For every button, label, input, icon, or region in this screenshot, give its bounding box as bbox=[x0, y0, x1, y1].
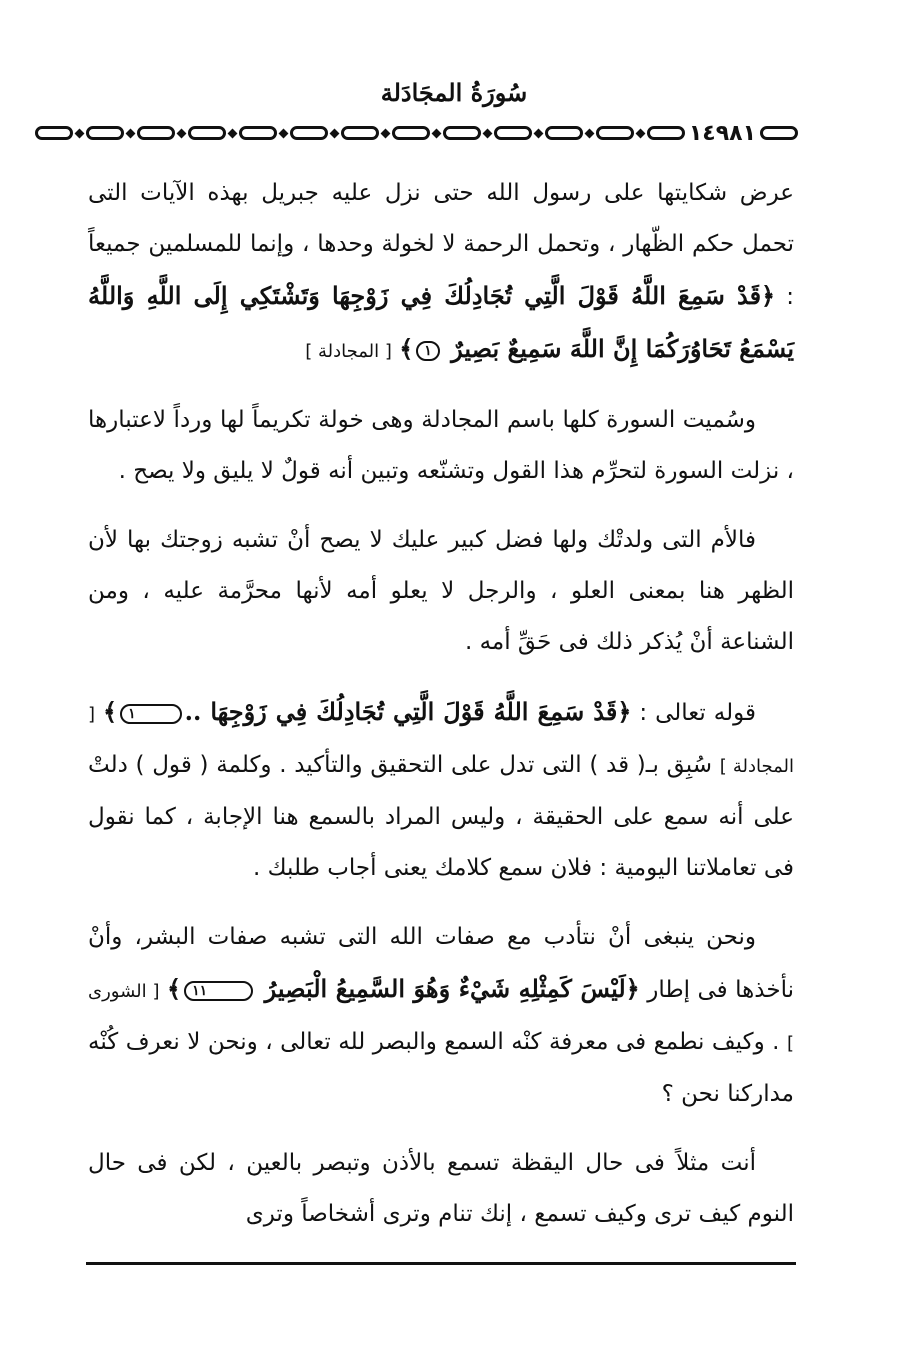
chain-link bbox=[137, 126, 175, 140]
surah-reference: [ المجادلة ] bbox=[305, 341, 392, 362]
verse-text: ﴿لَيْسَ كَمِثْلِهِ شَيْءٌ وَهُوَ السَّمِيعُ الْبَصِيرُ bbox=[264, 974, 640, 1003]
verse-close-bracket: ﴾ bbox=[167, 974, 182, 1003]
decorative-chain-border bbox=[58, 118, 800, 148]
paragraph-5 bbox=[88, 912, 794, 1120]
quran-verse bbox=[103, 697, 631, 726]
surah-title: سُورَةُ المجَادَلة bbox=[380, 78, 528, 107]
quran-verse bbox=[88, 281, 794, 363]
chain-link bbox=[35, 126, 73, 140]
chain-dot bbox=[635, 128, 645, 138]
chain-link bbox=[239, 126, 277, 140]
body-text bbox=[88, 168, 794, 1258]
verse-text: ﴿قَدْ سَمِعَ اللَّهُ قَوْلَ الَّتِي تُجَادِلُكَ فِي زَوْجِهَا وَتَشْتَكِي إِلَى اللَّهِ وَاللَّهُ يَسْمَعُ تَحَاوُرَكُمَا إِنَّ اللَّهَ سَمِيعٌ بَصِيرٌ bbox=[88, 281, 794, 363]
paragraph-6 bbox=[88, 1138, 794, 1240]
chain-link bbox=[188, 126, 226, 140]
chain-link bbox=[647, 126, 685, 140]
chain-dot bbox=[227, 128, 237, 138]
paragraph-text: وسُميت السورة كلها باسم المجادلة وهى خولة تكريماً لها ورداً لاعتبارها ، نزلت السورة لتحرِّم هذا القول وتشنّعه وتبين أنه قولٌ لا يليق ولا يصح . bbox=[88, 407, 794, 484]
verse-close-bracket: ﴾ bbox=[399, 334, 414, 363]
footer-rule bbox=[86, 1262, 796, 1265]
paragraph-lead: ونحن ينبغى أنْ نتأدب مع صفات الله التى تشبه صفات البشر، وأنْ نأخذها فى إطار bbox=[88, 924, 794, 1003]
chain-link bbox=[290, 126, 328, 140]
verse-text: ﴿قَدْ سَمِعَ اللَّهُ قَوْلَ الَّتِي تُجَادِلُكَ فِي زَوْجِهَا .. bbox=[184, 697, 632, 726]
surah-reference: [ الشورى ] bbox=[88, 981, 795, 1054]
chain-dot bbox=[74, 128, 84, 138]
quran-verse bbox=[167, 974, 640, 1003]
chain-dot bbox=[482, 128, 492, 138]
paragraph-1 bbox=[88, 168, 794, 377]
paragraph-text: فالأم التى ولدتْك ولها فضل كبير عليك لا يصح أنْ تشبه زوجتك بها لأن الظهر هنا بمعنى العلو ، والرجل لا يعلو أمه لأنها محرَّمة عليه ، ومن الشناعة أنْ يُذكر ذلك فى حَقِّ أمه . bbox=[88, 527, 794, 655]
chain-link bbox=[760, 126, 798, 140]
page-number: ١٤٩٨١ bbox=[688, 120, 756, 146]
paragraph-text: عرض شكايتها على رسول الله حتى نزل عليه جبريل بهذه الآيات التى تحمل حكم الظّهار ، وتحمل الرحمة لا لخولة وحدها ، وإنما للمسلمين جميعاً : bbox=[88, 180, 795, 310]
chain-link bbox=[494, 126, 532, 140]
chain-dot bbox=[584, 128, 594, 138]
chain-dot bbox=[533, 128, 543, 138]
chain-link bbox=[341, 126, 379, 140]
paragraph-lead: قوله تعالى : bbox=[631, 700, 756, 726]
chain-dot bbox=[176, 128, 186, 138]
chain-link bbox=[545, 126, 583, 140]
chain-link bbox=[596, 126, 634, 140]
verse-close-bracket: ﴾ bbox=[103, 697, 118, 726]
chain-dot bbox=[431, 128, 441, 138]
ayah-number: ١ bbox=[416, 341, 440, 361]
paragraph-text: أنت مثلاً فى حال اليقظة تسمع بالأذن وتبصر بالعين ، لكن فى حال النوم كيف ترى وكيف تسمع ، إنك تنام وترى أشخاصاً وترى bbox=[88, 1150, 794, 1227]
chain-link bbox=[392, 126, 430, 140]
chain-link bbox=[443, 126, 481, 140]
chain-dot bbox=[329, 128, 339, 138]
paragraph-3 bbox=[88, 515, 794, 668]
surah-reference: [ المجادلة ] bbox=[88, 704, 795, 777]
paragraph-text: . وكيف نطمع فى معرفة كنْه السمع والبصر لله تعالى ، ونحن لا نعرف كُنْه مداركنا نحن ؟ bbox=[88, 1029, 794, 1107]
chain-link bbox=[86, 126, 124, 140]
ayah-number: ١١ bbox=[184, 981, 253, 1001]
chain-dot bbox=[278, 128, 288, 138]
chain-dot bbox=[125, 128, 135, 138]
chain-dot bbox=[380, 128, 390, 138]
paragraph-2 bbox=[88, 395, 794, 497]
paragraph-text: سُبِق بـ( قد ) التى تدل على التحقيق والتأكيد . وكلمة ( قول ) دلتْ على أنه سمع على الحقيقة ، وليس المراد بالسمع هنا الإجابة ، كما نقول فى تعاملاتنا اليومية : فلان سمع كلامك يعنى أجاب طلبك . bbox=[88, 752, 794, 881]
ayah-number: ١ bbox=[120, 704, 182, 724]
paragraph-4 bbox=[88, 686, 794, 894]
